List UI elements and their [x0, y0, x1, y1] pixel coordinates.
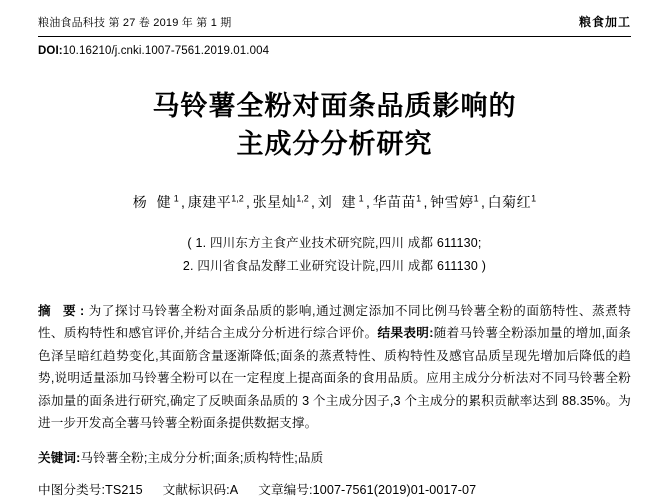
abstract — [38, 300, 631, 434]
author-1-name: 杨 健 — [132, 193, 174, 210]
author-2 — [188, 194, 244, 210]
running-head — [38, 0, 631, 30]
doi-label: DOI: — [38, 45, 63, 57]
abstract-text-part-2: 随着马铃薯全粉添加量的增加,面条色泽呈暗红趋势变化,其面筋含量逐渐降低;面条的蒸煮特性、质构特性及感官品质呈现先增加后降低的趋势,说明适量添加马铃薯全粉可以在一定程度上提高面条的食用品质。应用主成分分析法对不同马铃薯全粉添加量的面条进行研究,确定了反映面条品质的 3 个主成分因子,3 个主成分的累积贡献率达到 88.35%。为进一步开发高全薯马铃薯全粉面条提供数据支撑。 — [38, 326, 631, 430]
author-1-affil-marker: 1 — [173, 193, 179, 203]
affiliation-1: ( 1. 四川东方主食产业技术研究院,四川 成都 611130; — [187, 235, 482, 250]
author-7 — [488, 194, 537, 210]
clc-value: TS215 — [105, 483, 143, 498]
doi-value: 10.16210/j.cnki.1007-7561.2019.01.004 — [62, 45, 270, 57]
author-1 — [133, 194, 179, 210]
author-4 — [318, 194, 364, 210]
running-head-left: 粮油食品科技 第 27 卷 2019 年 第 1 期 — [38, 17, 232, 29]
author-2-affil-marker: 1,2 — [231, 193, 244, 203]
document-code-value: A — [229, 483, 239, 498]
author-3-affil-marker: 1,2 — [296, 193, 309, 203]
running-head-right: 粮食加工 — [578, 15, 631, 29]
article-id-value: 1007-7561(2019)01-0017-07 — [312, 483, 477, 498]
author-7-name: 白菊红 — [487, 193, 532, 210]
title-line-1: 马铃薯全粉对面条品质影响的 — [152, 91, 517, 121]
author-3-name: 张星灿 — [252, 193, 297, 210]
clc-label: 中图分类号: — [38, 483, 106, 498]
abstract-label: 摘 要: — [38, 303, 89, 318]
article-id-label: 文章编号: — [258, 483, 313, 498]
author-3 — [253, 194, 309, 210]
author-4-affil-marker: 1 — [358, 193, 364, 203]
author-list: 杨 健$^1$ , 康建平$^{1,2}$ , 张星灿$^{1,2}$ , 刘 建$^1$ , 华苗苗$^1$ , 钟雪婷$^1$ , 白菊红$^1$ — [132, 193, 537, 210]
author-6 — [430, 194, 479, 210]
header-divider — [38, 36, 631, 37]
page-title — [38, 87, 631, 164]
document-code-label: 文献标识码: — [162, 483, 230, 498]
abstract-text-part-1: 为了探讨马铃薯全粉对面条品质的影响,通过测定添加不同比例马铃薯全粉的面筋特性、蒸煮特性、质构特性和感官评价,并结合主成分分析进行综合评价。 — [38, 303, 631, 341]
keywords — [38, 447, 631, 466]
title-line-2: 主成分分析研究 — [236, 129, 433, 160]
author-5-name: 华苗苗 — [372, 193, 417, 210]
author-6-name: 钟雪婷 — [430, 193, 474, 210]
doi-line — [38, 45, 631, 57]
affiliation-list — [38, 232, 631, 278]
keywords-label: 关键词: — [38, 451, 81, 466]
author-5-affil-marker: 1 — [416, 193, 422, 203]
author-5 — [373, 194, 422, 210]
abstract-result-label: 结果表明: — [377, 326, 434, 341]
author-7-affil-marker: 1 — [531, 193, 537, 203]
author-6-affil-marker: 1 — [473, 193, 479, 203]
keywords-value: 马铃薯全粉;主成分分析;面条;质构特性;品质 — [80, 451, 324, 466]
article-meta — [38, 479, 631, 498]
affiliation-2: 2. 四川省食品发酵工业研究设计院,四川 成都 611130 ) — [182, 258, 487, 273]
author-2-name: 康建平 — [187, 193, 232, 210]
author-4-name: 刘 建 — [317, 193, 359, 210]
